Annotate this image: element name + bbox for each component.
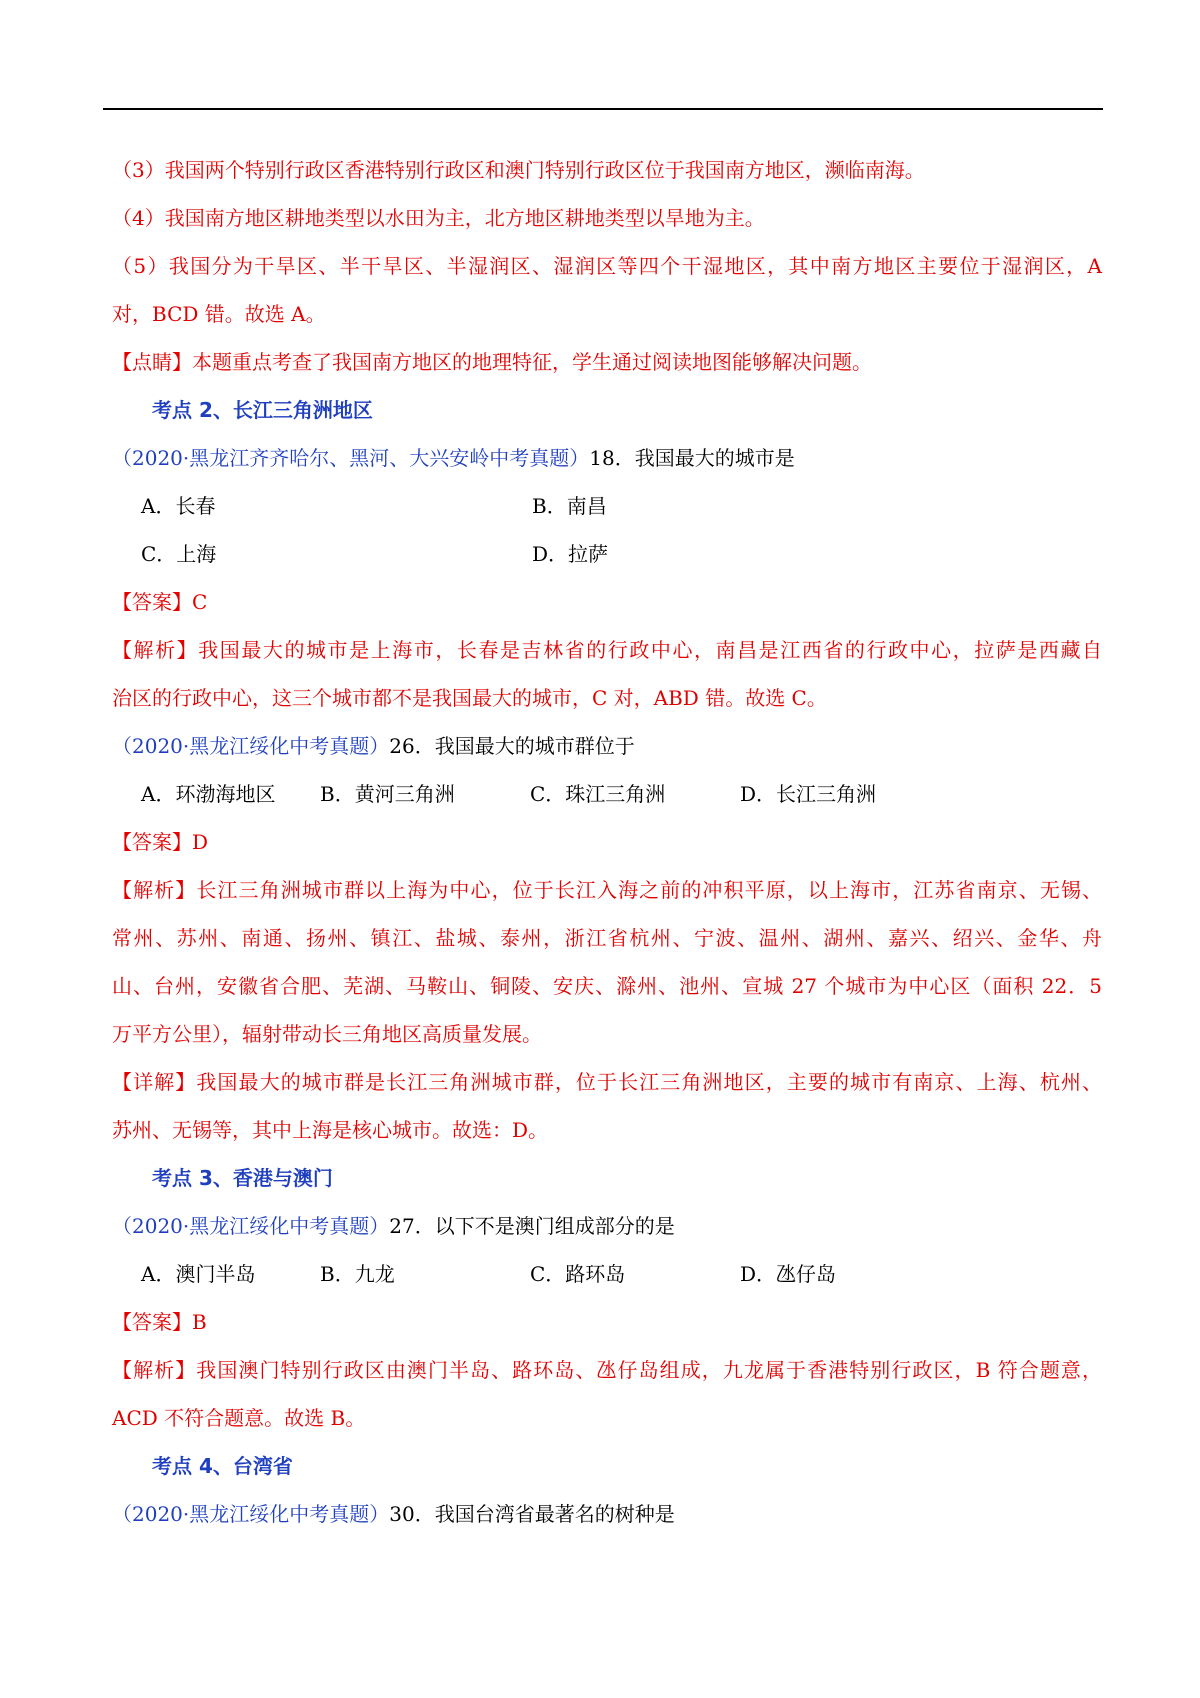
question-stem: 30．我国台湾省最著名的树种是 [389, 1502, 675, 1526]
question-30 [112, 1500, 675, 1528]
detail-26-line-2: 苏州、无锡等，其中上海是核心城市。故选：D。 [112, 1118, 549, 1142]
answer-26: 【答案】D [112, 830, 209, 854]
option-c: C．路环岛 [530, 1262, 626, 1286]
analysis-26-line-4: 万平方公里），辐射带动长三角地区高质量发展。 [112, 1022, 542, 1046]
section-heading-3: 考点 3、香港与澳门 [152, 1166, 333, 1190]
option-b: B．南昌 [532, 494, 607, 518]
question-source: （2020·黑龙江绥化中考真题） [112, 734, 390, 758]
question-source: （2020·黑龙江绥化中考真题） [112, 1214, 390, 1238]
intro-line-3: （3）我国两个特别行政区香港特别行政区和澳门特别行政区位于我国南方地区，濒临南海。 [112, 158, 925, 182]
analysis-27-line-2: ACD 不符合题意。故选 B。 [112, 1406, 366, 1430]
option-a: A．环渤海地区 [141, 782, 276, 806]
question-stem: 27．以下不是澳门组成部分的是 [389, 1214, 675, 1238]
intro-tip: 【点睛】本题重点考查了我国南方地区的地理特征，学生通过阅读地图能够解决问题。 [112, 350, 872, 374]
section-heading-4: 考点 4、台湾省 [152, 1454, 293, 1478]
question-26 [112, 732, 635, 760]
analysis-18-line-1: 【解析】我国最大的城市是上海市，长春是吉林省的行政中心，南昌是江西省的行政中心，拉萨是西藏自 [112, 638, 1102, 662]
option-a: A．长春 [141, 494, 216, 518]
option-b: B．黄河三角洲 [320, 782, 455, 806]
analysis-26-line-3: 山、台州，安徽省合肥、芜湖、马鞍山、铜陵、安庆、滁州、池州、宣城 27 个城市为中心区（面积 22．5 [112, 974, 1102, 998]
option-c: C．珠江三角洲 [530, 782, 666, 806]
section-heading-2: 考点 2、长江三角洲地区 [152, 398, 373, 422]
option-b: B．九龙 [320, 1262, 395, 1286]
answer-18: 【答案】C [112, 590, 208, 614]
option-d: D．氹仔岛 [740, 1262, 837, 1286]
option-a: A．澳门半岛 [141, 1262, 256, 1286]
option-d: D．拉萨 [532, 542, 609, 566]
header-rule [103, 108, 1103, 110]
answer-27: 【答案】B [112, 1310, 207, 1334]
option-d: D．长江三角洲 [740, 782, 877, 806]
question-18 [112, 444, 795, 472]
question-stem: 26．我国最大的城市群位于 [389, 734, 635, 758]
intro-line-5a: （5）我国分为干旱区、半干旱区、半湿润区、湿润区等四个干湿地区，其中南方地区主要位于湿润区，A [112, 254, 1102, 278]
analysis-27-line-1: 【解析】我国澳门特别行政区由澳门半岛、路环岛、氹仔岛组成，九龙属于香港特别行政区，B 符合题意， [112, 1358, 1102, 1382]
question-27 [112, 1212, 675, 1240]
question-stem: 18．我国最大的城市是 [589, 446, 795, 470]
intro-line-5b: 对，BCD 错。故选 A。 [112, 302, 326, 326]
analysis-26-line-2: 常州、苏州、南通、扬州、镇江、盐城、泰州，浙江省杭州、宁波、温州、湖州、嘉兴、绍兴、金华、舟 [112, 926, 1102, 950]
question-source: （2020·黑龙江齐齐哈尔、黑河、大兴安岭中考真题） [112, 446, 590, 470]
intro-line-4: （4）我国南方地区耕地类型以水田为主，北方地区耕地类型以旱地为主。 [112, 206, 765, 230]
question-source: （2020·黑龙江绥化中考真题） [112, 1502, 390, 1526]
analysis-26-line-1: 【解析】长江三角洲城市群以上海为中心，位于长江入海之前的冲积平原，以上海市，江苏省南京、无锡、 [112, 878, 1102, 902]
detail-26-line-1: 【详解】我国最大的城市群是长江三角洲城市群，位于长江三角洲地区，主要的城市有南京、上海、杭州、 [112, 1070, 1102, 1094]
option-c: C．上海 [141, 542, 217, 566]
analysis-18-line-2: 治区的行政中心，这三个城市都不是我国最大的城市，C 对，ABD 错。故选 C。 [112, 686, 827, 710]
